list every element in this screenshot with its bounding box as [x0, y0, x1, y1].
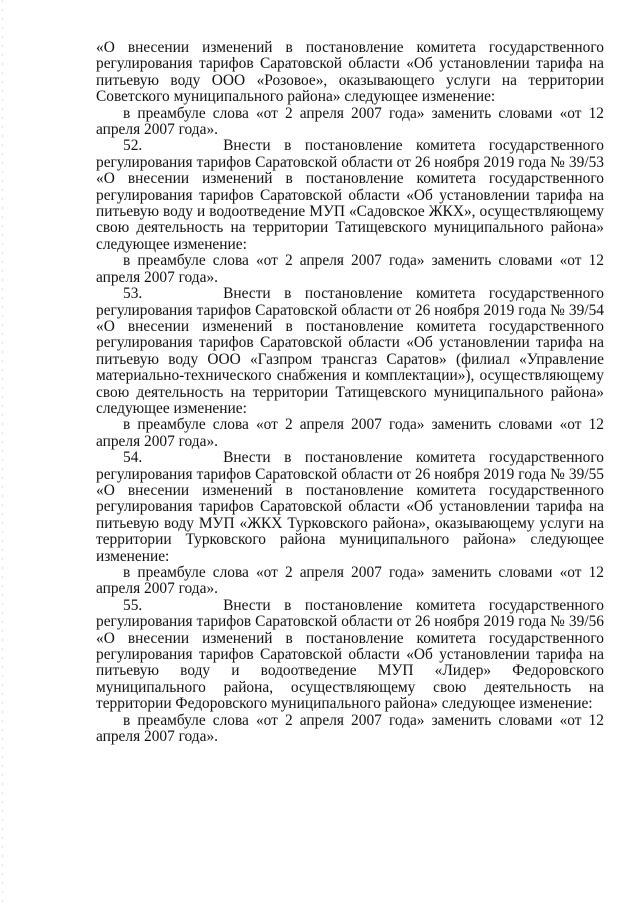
section-lead: Внести в постановление комитета государственного: [223, 596, 604, 614]
intro-amendment: в преамбуле слова «от 2 апреля 2007 года» заменить словами «от 12 апреля 2007 года».: [96, 104, 604, 139]
section-52: [96, 138, 604, 286]
section-amendment: в преамбуле слова «от 2 апреля 2007 года» заменить словами «от 12 апреля 2007 года».: [96, 416, 604, 450]
section-number: 53.: [123, 285, 143, 303]
section-lead: Внести в постановление комитета государственного: [223, 137, 604, 155]
section-body: регулирования тарифов Саратовской области от 26 ноября 2019 года № 39/53 «О внесении изменений в постановление комитета государственного регулирования тарифов Саратовской области «Об установлении тарифа на питьевую воду и водоотведение МУП «Садовское ЖКХ», осуществляющему свою деятельность на территории Татищевского муниципального района» следующее изменение:: [96, 153, 604, 253]
scan-edge-artifact: [2, 0, 3, 905]
section-body: регулирования тарифов Саратовской области от 26 ноября 2019 года № 39/56 «О внесении изменений в постановление комитета государственного регулирования тарифов Саратовской области «Об установлении тарифа на питьевую воду и водоотведение МУП «Лидер» Федоровского муниципального района, осуществляющему свою деятельность на территории Федоровского муниципального района» следующее изменение:: [96, 613, 604, 713]
section-amendment: в преамбуле слова «от 2 апреля 2007 года» заменить словами «от 12 апреля 2007 года».: [96, 564, 604, 598]
section-body: регулирования тарифов Саратовской области от 26 ноября 2019 года № 39/54 «О внесении изменений в постановление комитета государственного регулирования тарифов Саратовской области «Об установлении тарифа на питьевую воду ООО «Газпром трансгаз Саратов» (филиал «Управление материально-технического снабжения и комплектации»), осуществляющему свою деятельность на территории Татищевского муниципального района» следующее изменение:: [96, 301, 604, 417]
intro-paragraph: «О внесении изменений в постановление комитета государственного регулирования тарифов Саратовской области «Об установлении тарифа на питьевую воду ООО «Розовое», оказывающего услуги на территории Советского муниципального района» следующее изменение:: [96, 39, 604, 106]
document-body: [96, 40, 604, 745]
section-55: [96, 598, 604, 746]
section-first-line: [96, 450, 604, 466]
section-54: [96, 450, 604, 598]
section-lead: Внести в постановление комитета государственного: [223, 449, 604, 467]
section-number: 52.: [123, 137, 143, 155]
section-body: регулирования тарифов Саратовской области от 26 ноября 2019 года № 39/55 «О внесении изменений в постановление комитета государственного регулирования тарифов Саратовской области «Об установлении тарифа на питьевую воду МУП «ЖКХ Турковского района», оказывающему услуги на территории Турковского района муниципального района» следующее изменение:: [96, 465, 604, 565]
section-first-line: [96, 138, 604, 154]
section-amendment: в преамбуле слова «от 2 апреля 2007 года» заменить словами «от 12 апреля 2007 года».: [96, 252, 604, 286]
section-amendment: в преамбуле слова «от 2 апреля 2007 года» заменить словами «от 12 апреля 2007 года».: [96, 711, 604, 746]
section-number: 54.: [123, 449, 143, 467]
section-lead: Внести в постановление комитета государственного: [223, 285, 604, 303]
section-first-line: [96, 598, 604, 614]
section-first-line: [96, 286, 604, 302]
section-number: 55.: [123, 596, 143, 614]
section-53: [96, 286, 604, 450]
